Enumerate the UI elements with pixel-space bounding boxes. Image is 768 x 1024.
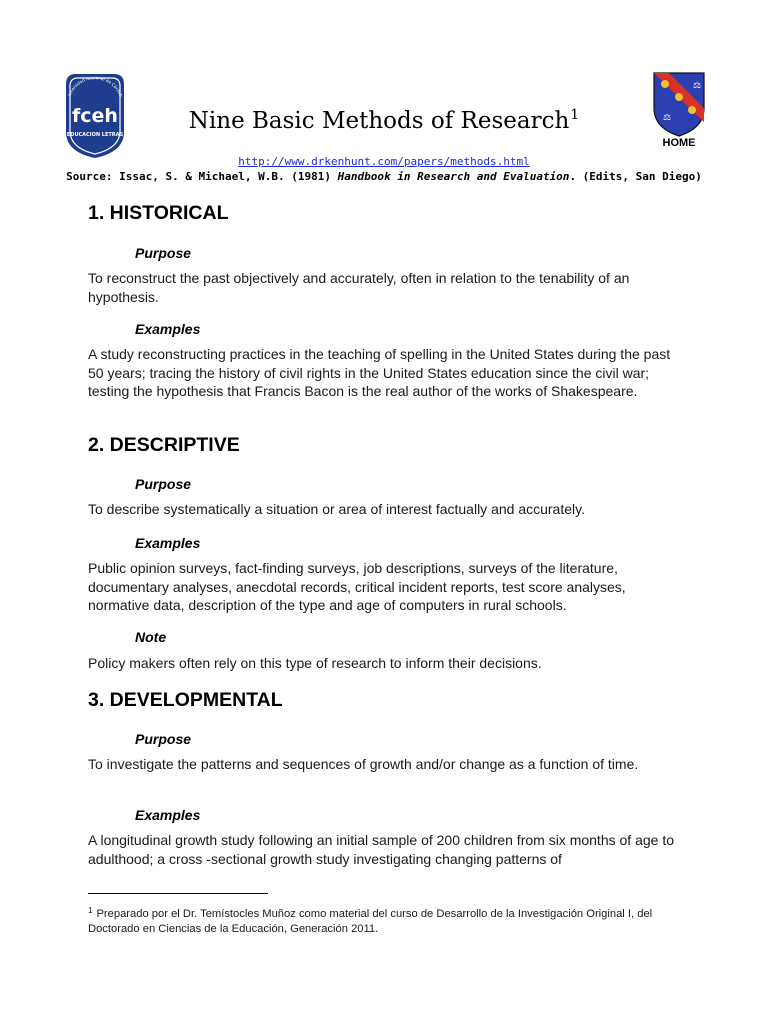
logo-left-top-text: niversidad Nacional de Córdob — [66, 75, 124, 98]
footnote-divider — [88, 893, 268, 894]
descriptive-note-text: Policy makers often rely on this type of research to inform their decisions. — [88, 655, 542, 671]
footnote-text: Preparado por el Dr. Temístocles Muñoz como material del curso de Desarrollo de la Investigación Original I, del Doctorado en Ciencias de la Educación, Generación 2011. — [88, 908, 653, 935]
descriptive-examples-label: Examples — [135, 535, 201, 551]
document-title — [90, 107, 678, 134]
source-book-title: Handbook in Research and Evaluation — [337, 170, 570, 183]
source-prefix: Source: Issac, S. & Michael, W.B. (1981) — [66, 170, 338, 183]
developmental-examples-text: A longitudinal growth study following an initial sample of 200 children from six months of age to adulthood; a cross -sectional growth study investigating changing patterns of — [88, 832, 674, 867]
footnote-mark: 1 — [88, 906, 93, 915]
title-footnote-mark: 1 — [570, 107, 580, 123]
descriptive-note-label: Note — [135, 629, 167, 645]
developmental-purpose-text: To investigate the patterns and sequences of growth and/or change as a function of time. — [88, 756, 639, 772]
source-citation — [40, 170, 728, 183]
section-heading-historical: 1. HISTORICAL — [88, 202, 229, 224]
logo-left-main-text: fceh — [72, 105, 118, 127]
footnote — [88, 903, 688, 937]
historical-purpose-label: Purpose — [135, 245, 192, 261]
svg-text:⚖: ⚖ — [663, 113, 672, 123]
svg-text:⚖: ⚖ — [693, 81, 702, 91]
historical-examples-label: Examples — [135, 321, 201, 337]
source-url-line — [90, 155, 678, 168]
logo-left-bottom-text: EDUCACION LETRAS — [66, 132, 124, 138]
developmental-examples-label: Examples — [135, 807, 201, 823]
home-label[interactable]: HOME — [662, 137, 696, 149]
developmental-purpose-label: Purpose — [135, 731, 192, 747]
section-heading-descriptive: 2. DESCRIPTIVE — [88, 434, 240, 456]
historical-purpose-text: To reconstruct the past objectively and accurately, often in relation to the tenability of an hypothesis. — [88, 270, 630, 305]
source-url-link[interactable]: http://www.drkenhunt.com/papers/methods.html — [238, 155, 530, 168]
descriptive-purpose-label: Purpose — [135, 476, 192, 492]
section-heading-developmental: 3. DEVELOPMENTAL — [88, 689, 283, 711]
source-suffix: . (Edits, San Diego) — [569, 170, 702, 183]
descriptive-purpose-text: To describe systematically a situation or area of interest factually and accurately. — [88, 501, 585, 517]
descriptive-examples-text: Public opinion surveys, fact-finding surveys, job descriptions, surveys of the literature, documentary analyses, anecdotal records, critical incident reports, test score analyses, normative data, description of the type and age of computers in rural schools. — [88, 560, 626, 613]
historical-examples-text: A study reconstructing practices in the teaching of spelling in the United States during the past 50 years; tracing the history of civil rights in the United States education since the civil war; testing the hypothesis that Francis Bacon is the real author of the works of Shakespeare. — [88, 346, 671, 399]
title-text: Nine Basic Methods of Research — [188, 108, 570, 134]
